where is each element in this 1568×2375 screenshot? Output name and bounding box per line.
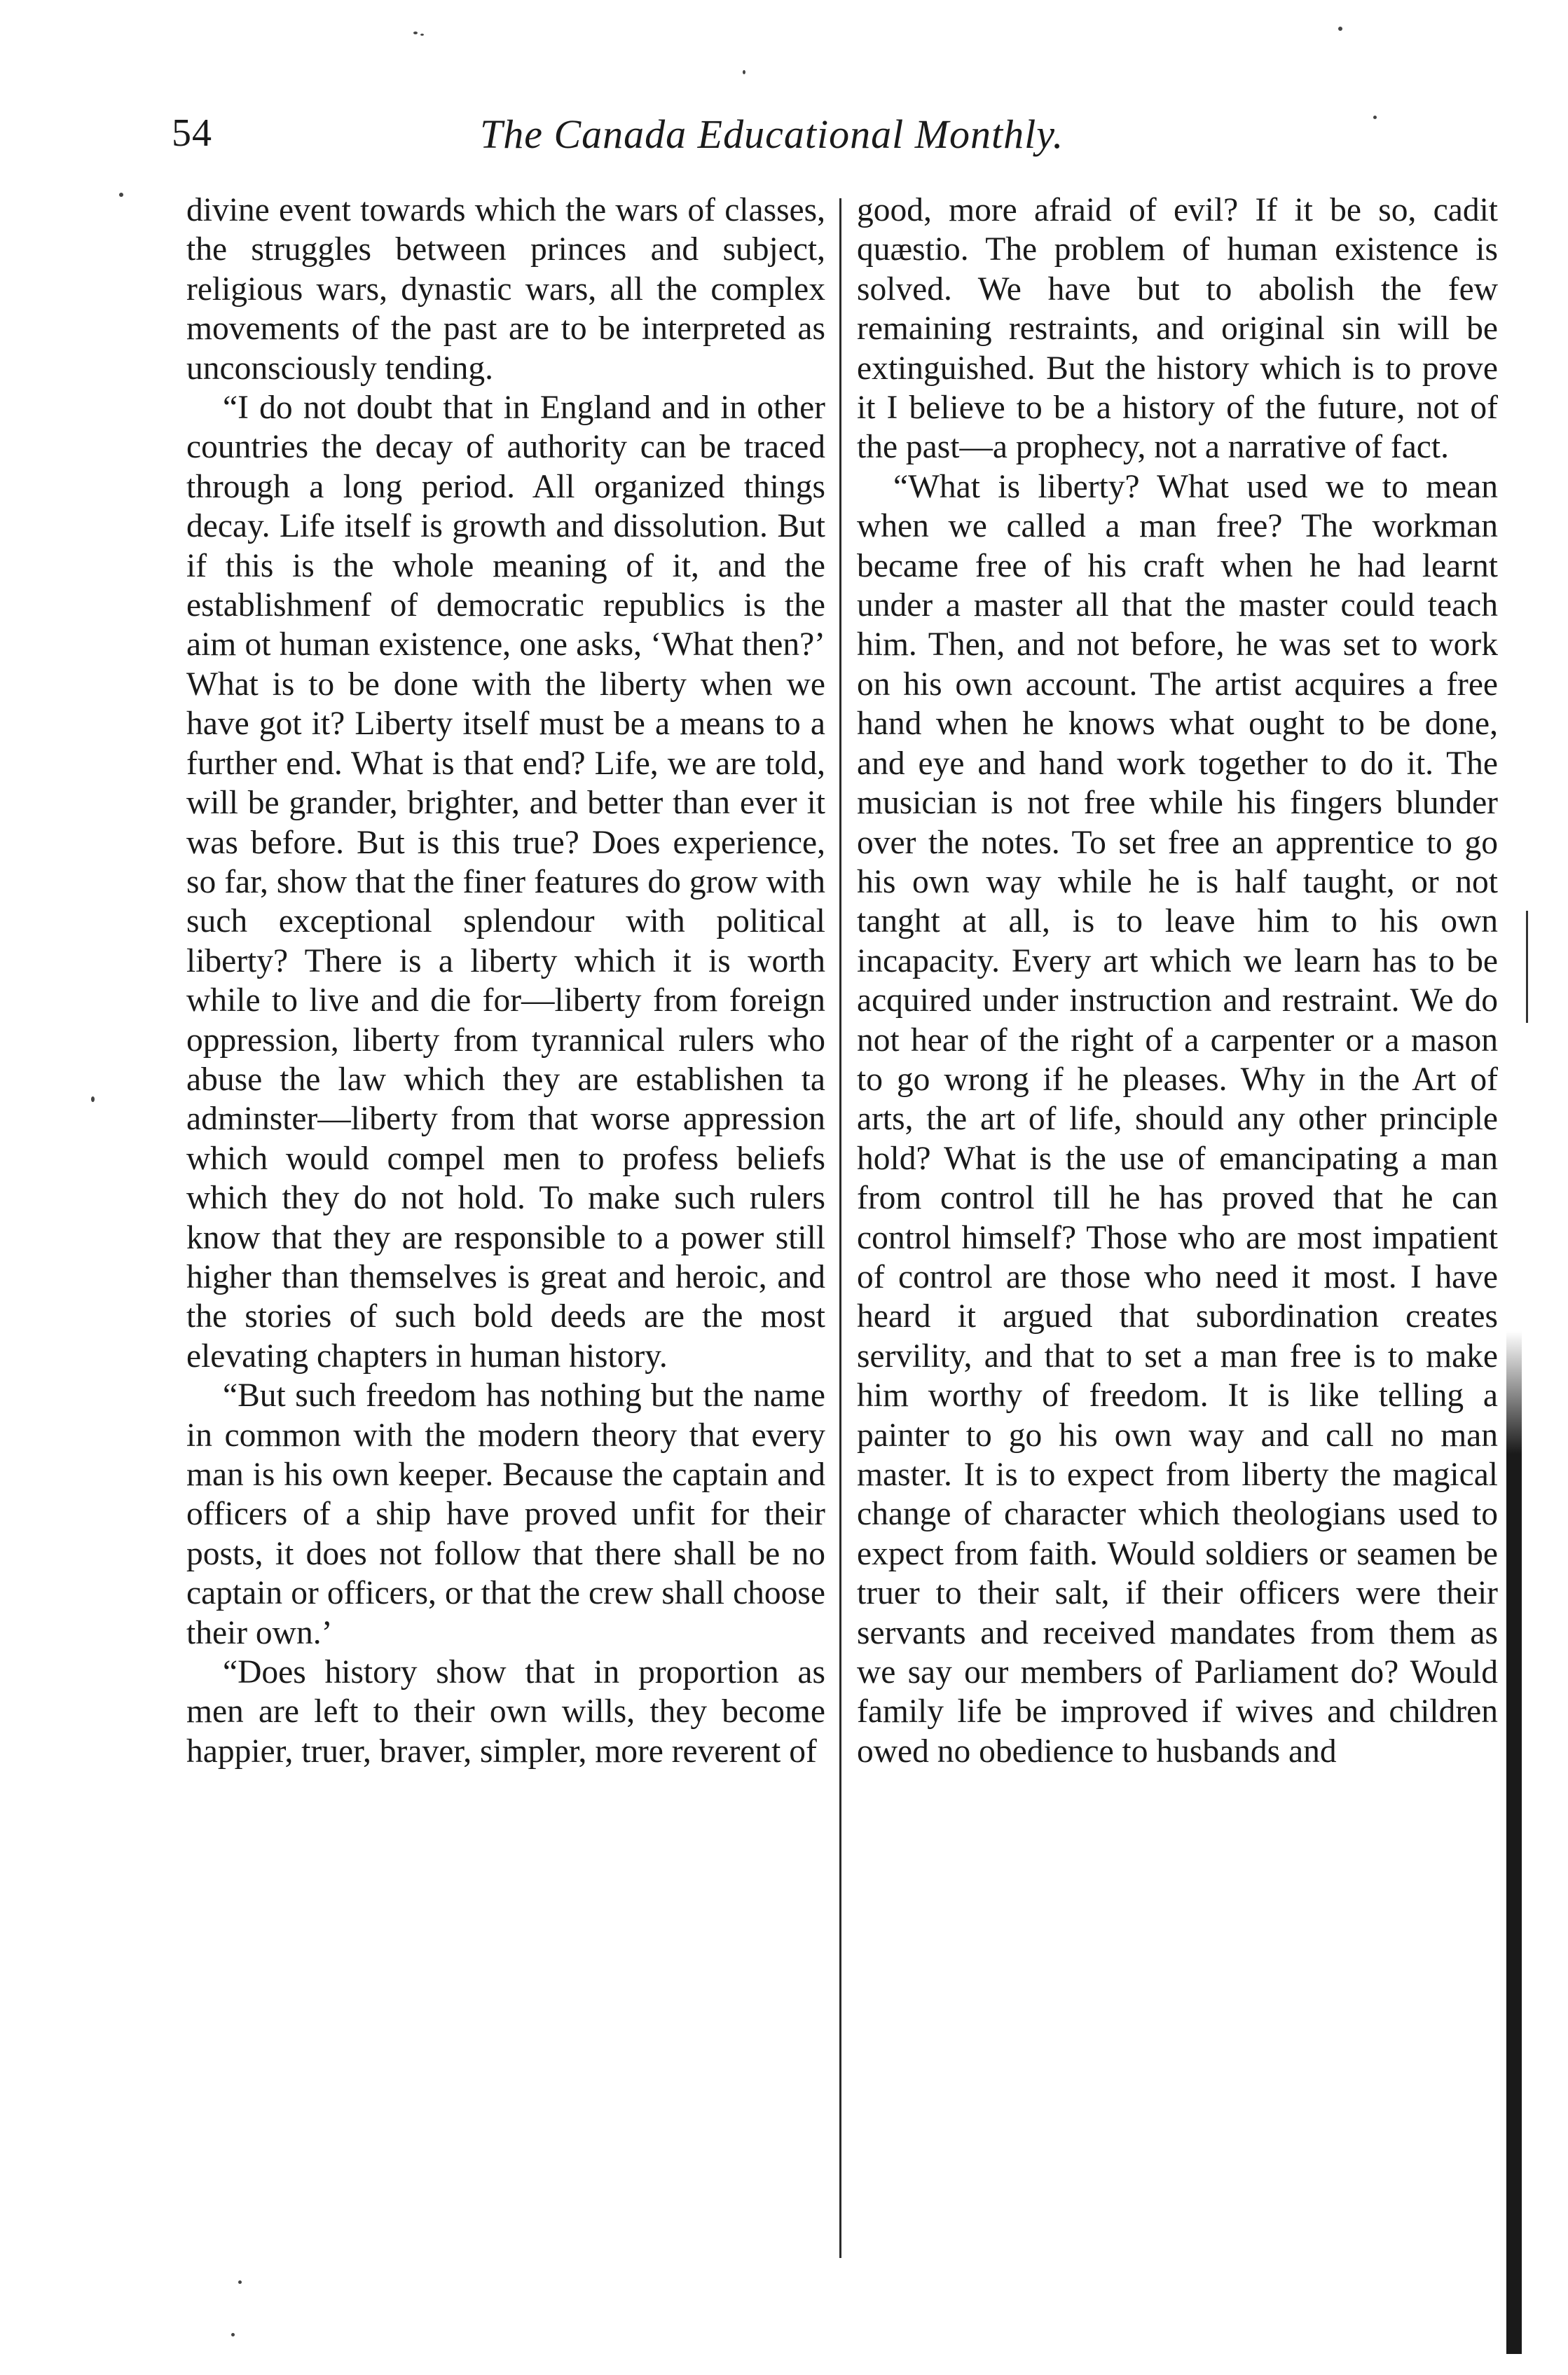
- paragraph: good, more afraid of evil? If it be so, cadit quæstio. The problem of human existence is solved. We have but to abolish the few remaining restraints, and original sin will be extinguished. But the history which is to prove it I believe to be a history of the future, not of the past—a prophecy, not a narrative of fact.: [857, 192, 1498, 466]
- scan-edge-mark: [1526, 911, 1528, 1023]
- scan-speck: [743, 70, 745, 74]
- paragraph: “I do not doubt that in England and in other countries the decay of authority can be traced through a long period. All organized things decay. Life itself is growth and dissolution. But if this is the whole meaning of it, and the establishmenf of democratic republics is the aim ot human existence, one asks, ‘What then?’ What is to be done with the liberty when we have got it? Liberty itself must be a means to a further end. What is that end? Life, we are told, will be grander, brighter, and better than ever it was before. But is this true? Does experience, so far, show that the finer features do grow with such exceptional splendour with political liberty? There is a liberty which it is worth while to live and die for—liberty from foreign oppression, liberty from tyrannical rulers who abuse the law which they are establishen ta adminster—liberty from that worse appression which would compel men to profess beliefs which they do not hold. To make such rulers know that they are responsible to a power still higher than themselves is great and heroic, and the stories of such bold deeds are the most elevating chapters in human history.: [186, 390, 825, 1375]
- scan-speck: [1373, 116, 1377, 119]
- paragraph: divine event towards which the wars of classes, the struggles between princes and subject, religious wars, dynastic wars, all the complex movements of the past are to be interpreted as unconsciously tending.: [186, 192, 825, 387]
- paragraph: “Does history show that in proportion as men are left to their own wills, they become happier, truer, braver, simpler, more reverent of: [186, 1654, 825, 1770]
- running-title: The Canada Educational Monthly.: [480, 111, 1064, 157]
- scan-speck: [231, 2333, 235, 2336]
- scan-speck: [119, 193, 123, 197]
- left-column: [186, 191, 825, 1771]
- paragraph: “What is liberty? What used we to mean when we called a man free? The workman became free of his craft when he had learnt under a master all that the master could teach him. Then, and not before, he was set to work on his own account. The artist acquires a free hand when he knows what ought to be done, and eye and hand work together to do it. The musician is not free while his fingers blunder over the notes. To set free an apprentice to go his own way while he is half taught, or not tanght at all, is to leave him to his own incapacity. Every art which we learn has to be acquired under instruction and restraint. We do not hear of the right of a carpenter or a mason to go wrong if he pleases. Why in the Art of arts, the art of life, should any other principle hold? What is the use of emancipating a man from control till he has proved that he can control himself? Those who are most impatient of control are those who need it most. I have heard it argued that subordination creates servility, and that to set a man free is to make him worthy of freedom. It is like telling a painter to go his own way and call no man master. It is to expect from liberty the magical change of character which theologians used to expect from faith. Would soldiers or seamen be truer to their salt, if their officers were their servants and received mandates from them as we say our members of Parliament do? Would family life be improved if wives and children owed no obedience to husbands and: [857, 468, 1498, 1770]
- right-column: [857, 191, 1498, 1771]
- scan-speck: [238, 2280, 242, 2284]
- scan-speck: [420, 34, 424, 36]
- column-divider: [839, 198, 841, 2258]
- scan-speck: [1338, 27, 1342, 31]
- page-header: [172, 105, 1188, 168]
- paragraph: “But such freedom has nothing but the name in common with the modern theory that every man is his own keeper. Because the captain and officers of a ship have proved unfit for their posts, it does not follow that there shall be no captain or officers, or that the crew shall choose their own.’: [186, 1377, 825, 1651]
- scan-speck: [91, 1096, 95, 1102]
- scan-edge-shadow: [1506, 1331, 1522, 2354]
- scan-speck: [413, 32, 418, 34]
- page-number: 54: [172, 111, 212, 155]
